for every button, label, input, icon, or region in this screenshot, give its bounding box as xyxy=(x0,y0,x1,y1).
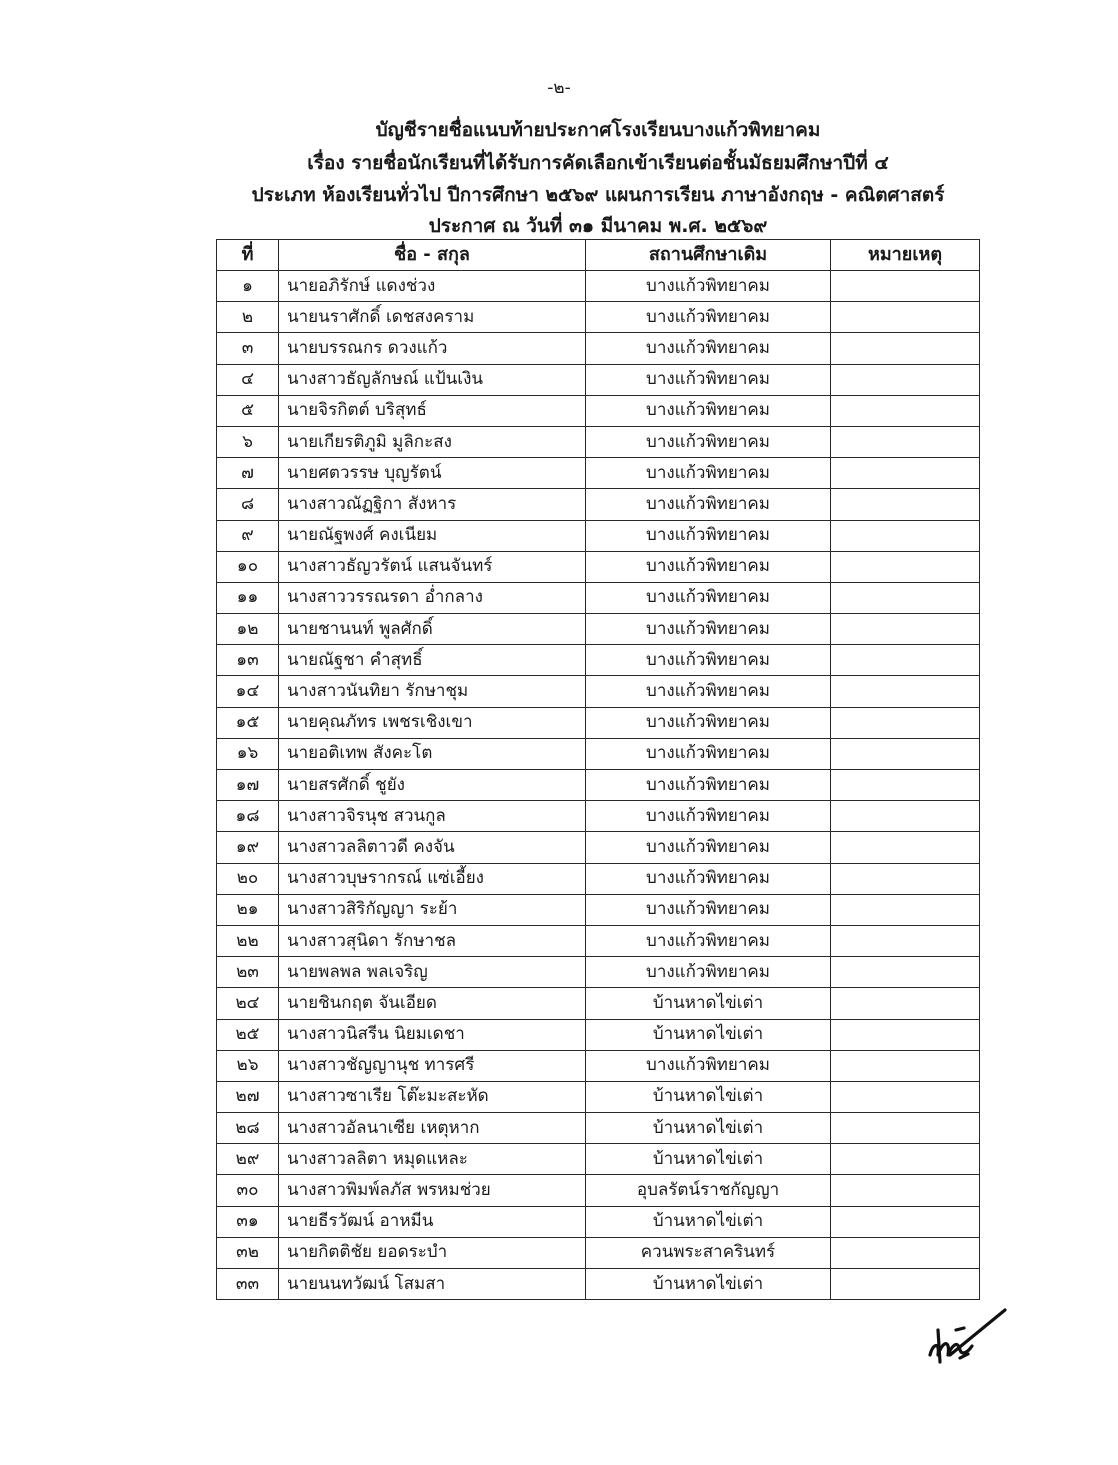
table-row xyxy=(217,988,980,1019)
previous-school: บ้านหาดไข่เต่า xyxy=(586,1144,831,1175)
row-number: ๑๗ xyxy=(217,770,279,801)
previous-school: อุบลรัตน์ราชกัญญา xyxy=(586,1175,831,1206)
row-number: ๒๖ xyxy=(217,1050,279,1081)
previous-school: บางแก้วพิทยาคม xyxy=(586,863,831,894)
table-header-row xyxy=(217,240,980,271)
column-header-name: ชื่อ - สกุล xyxy=(279,240,586,271)
previous-school: บางแก้วพิทยาคม xyxy=(586,395,831,426)
row-number: ๑๖ xyxy=(217,738,279,769)
row-note xyxy=(831,707,980,738)
student-name: นางสาวอัลนาเซีย เหตุหาก xyxy=(279,1113,586,1144)
previous-school: บ้านหาดไข่เต่า xyxy=(586,1113,831,1144)
student-name: นายอภิรักษ์ แดงช่วง xyxy=(279,271,586,302)
row-number: ๒๐ xyxy=(217,863,279,894)
student-name: นางสาวลลิตาวดี คงจัน xyxy=(279,832,586,863)
previous-school: บ้านหาดไข่เต่า xyxy=(586,1081,831,1112)
table-row xyxy=(217,458,980,489)
row-number: ๒๔ xyxy=(217,988,279,1019)
student-name: นายสรศักดิ์ ชูยัง xyxy=(279,770,586,801)
row-number: ๑๐ xyxy=(217,551,279,582)
table-row xyxy=(217,271,980,302)
previous-school: บางแก้วพิทยาคม xyxy=(586,333,831,364)
previous-school: บ้านหาดไข่เต่า xyxy=(586,1206,831,1237)
row-number: ๕ xyxy=(217,395,279,426)
row-note xyxy=(831,1113,980,1144)
student-name: นายพลพล พลเจริญ xyxy=(279,957,586,988)
table-row xyxy=(217,676,980,707)
row-note xyxy=(831,1050,980,1081)
student-name: นายกิตติชัย ยอดระบำ xyxy=(279,1237,586,1268)
page-number: -๒- xyxy=(547,78,571,98)
row-number: ๙ xyxy=(217,520,279,551)
row-number: ๑๓ xyxy=(217,645,279,676)
table-row xyxy=(217,426,980,457)
row-number: ๑๔ xyxy=(217,676,279,707)
row-note xyxy=(831,426,980,457)
student-name: นายอติเทพ สังคะโต xyxy=(279,738,586,769)
row-number: ๒๒ xyxy=(217,925,279,956)
student-name: นายธีรวัฒน์ อาหมีน xyxy=(279,1206,586,1237)
previous-school: บางแก้วพิทยาคม xyxy=(586,770,831,801)
student-name: นายชานนท์ พูลศักดิ์ xyxy=(279,614,586,645)
previous-school: บางแก้วพิทยาคม xyxy=(586,426,831,457)
row-note xyxy=(831,1144,980,1175)
row-number: ๓๐ xyxy=(217,1175,279,1206)
row-note xyxy=(831,614,980,645)
row-number: ๒๕ xyxy=(217,1019,279,1050)
column-header-number: ที่ xyxy=(217,240,279,271)
previous-school: บ้านหาดไข่เต่า xyxy=(586,988,831,1019)
row-number: ๒๗ xyxy=(217,1081,279,1112)
student-name: นางสาวธัญลักษณ์ แป้นเงิน xyxy=(279,364,586,395)
row-note xyxy=(831,801,980,832)
table-row xyxy=(217,1237,980,1268)
previous-school: บางแก้วพิทยาคม xyxy=(586,832,831,863)
row-number: ๓๓ xyxy=(217,1269,279,1300)
previous-school: บางแก้วพิทยาคม xyxy=(586,925,831,956)
previous-school: ควนพระสาครินทร์ xyxy=(586,1237,831,1268)
row-note xyxy=(831,551,980,582)
row-note xyxy=(831,520,980,551)
handwritten-signature-icon xyxy=(920,1300,1010,1370)
table-row xyxy=(217,1269,980,1300)
table-row xyxy=(217,863,980,894)
table-row xyxy=(217,489,980,520)
table-row xyxy=(217,1113,980,1144)
table-row xyxy=(217,1081,980,1112)
table-row xyxy=(217,582,980,613)
row-number: ๒๓ xyxy=(217,957,279,988)
row-number: ๒ xyxy=(217,302,279,333)
row-note xyxy=(831,1237,980,1268)
row-note xyxy=(831,395,980,426)
table-row xyxy=(217,1050,980,1081)
table-row xyxy=(217,1175,980,1206)
table-row xyxy=(217,801,980,832)
student-name: นายชินกฤต จันเอียด xyxy=(279,988,586,1019)
row-note xyxy=(831,738,980,769)
row-note xyxy=(831,863,980,894)
table-row xyxy=(217,645,980,676)
table-row xyxy=(217,614,980,645)
row-number: ๑ xyxy=(217,271,279,302)
student-name: นายคุณภัทร เพชรเชิงเขา xyxy=(279,707,586,738)
previous-school: บางแก้วพิทยาคม xyxy=(586,458,831,489)
table-row xyxy=(217,770,980,801)
previous-school: บางแก้วพิทยาคม xyxy=(586,582,831,613)
previous-school: บางแก้วพิทยาคม xyxy=(586,520,831,551)
row-note xyxy=(831,832,980,863)
student-name: นางสาวซาเรีย โต๊ะมะสะหัด xyxy=(279,1081,586,1112)
row-note xyxy=(831,1081,980,1112)
row-note xyxy=(831,894,980,925)
previous-school: บางแก้วพิทยาคม xyxy=(586,271,831,302)
student-name: นายศตวรรษ บุญรัตน์ xyxy=(279,458,586,489)
previous-school: บางแก้วพิทยาคม xyxy=(586,645,831,676)
table-row xyxy=(217,1144,980,1175)
previous-school: บางแก้วพิทยาคม xyxy=(586,957,831,988)
student-name: นายณัฐพงศ์ คงเนียม xyxy=(279,520,586,551)
row-number: ๓๑ xyxy=(217,1206,279,1237)
previous-school: บ้านหาดไข่เต่า xyxy=(586,1019,831,1050)
table-row xyxy=(217,925,980,956)
table-row xyxy=(217,1206,980,1237)
row-number: ๗ xyxy=(217,458,279,489)
student-name: นางสาวสุนิดา รักษาชล xyxy=(279,925,586,956)
student-name: นางสาววรรณรดา อ่ำกลาง xyxy=(279,582,586,613)
row-note xyxy=(831,925,980,956)
student-name: นางสาวนิสรีน นิยมเดชา xyxy=(279,1019,586,1050)
table-row xyxy=(217,894,980,925)
row-note xyxy=(831,271,980,302)
row-number: ๑๙ xyxy=(217,832,279,863)
student-name: นางสาวณัฏฐิกา สังหาร xyxy=(279,489,586,520)
row-number: ๑๒ xyxy=(217,614,279,645)
table-row xyxy=(217,957,980,988)
student-name: นายบรรณกร ดวงแก้ว xyxy=(279,333,586,364)
student-name: นางสาวธัญวรัตน์ แสนจันทร์ xyxy=(279,551,586,582)
student-name: นางสาวจิรนุช สวนกูล xyxy=(279,801,586,832)
previous-school: บางแก้วพิทยาคม xyxy=(586,894,831,925)
previous-school: บ้านหาดไข่เต่า xyxy=(586,1269,831,1300)
row-number: ๑๑ xyxy=(217,582,279,613)
student-name: นายเกียรติภูมิ มูลิกะสง xyxy=(279,426,586,457)
table-row xyxy=(217,302,980,333)
row-note xyxy=(831,333,980,364)
row-number: ๑๘ xyxy=(217,801,279,832)
column-header-school: สถานศึกษาเดิม xyxy=(586,240,831,271)
row-note xyxy=(831,1269,980,1300)
table-row xyxy=(217,738,980,769)
table-row xyxy=(217,333,980,364)
row-note xyxy=(831,770,980,801)
previous-school: บางแก้วพิทยาคม xyxy=(586,364,831,395)
previous-school: บางแก้วพิทยาคม xyxy=(586,1050,831,1081)
row-note xyxy=(831,957,980,988)
student-list-table xyxy=(216,239,980,1300)
document-subject: เรื่อง รายชื่อนักเรียนที่ได้รับการคัดเลือกเข้าเรียนต่อชั้นมัธยมศึกษาปีที่ ๔ xyxy=(307,152,889,174)
row-note xyxy=(831,302,980,333)
row-number: ๘ xyxy=(217,489,279,520)
row-number: ๓ xyxy=(217,333,279,364)
table-row xyxy=(217,551,980,582)
row-note xyxy=(831,582,980,613)
student-name: นางสาวพิมพ์ลภัส พรหมช่วย xyxy=(279,1175,586,1206)
row-note xyxy=(831,676,980,707)
document-category: ประเภท ห้องเรียนทั่วไป ปีการศึกษา ๒๕๖๙ แผนการเรียน ภาษาอังกฤษ - คณิตศาสตร์ xyxy=(251,184,945,206)
student-name: นายนราศักดิ์ เดชสงคราม xyxy=(279,302,586,333)
table-row xyxy=(217,1019,980,1050)
student-name: นายนนทวัฒน์ โสมสา xyxy=(279,1269,586,1300)
row-number: ๒๙ xyxy=(217,1144,279,1175)
previous-school: บางแก้วพิทยาคม xyxy=(586,551,831,582)
student-name: นางสาวนันทิยา รักษาชุม xyxy=(279,676,586,707)
table-row xyxy=(217,832,980,863)
document-title: บัญชีรายชื่อแนบท้ายประกาศโรงเรียนบางแก้วพิทยาคม xyxy=(375,119,821,141)
row-note xyxy=(831,489,980,520)
table-row xyxy=(217,395,980,426)
previous-school: บางแก้วพิทยาคม xyxy=(586,801,831,832)
row-number: ๒๘ xyxy=(217,1113,279,1144)
row-note xyxy=(831,1019,980,1050)
student-name: นางสาวสิริกัญญา ระย้า xyxy=(279,894,586,925)
row-number: ๖ xyxy=(217,426,279,457)
row-number: ๑๕ xyxy=(217,707,279,738)
student-name: นายณัฐชา คำสุทธิ์ xyxy=(279,645,586,676)
student-name: นางสาวลลิตา หมุดแหละ xyxy=(279,1144,586,1175)
table-row xyxy=(217,707,980,738)
announcement-date: ประกาศ ณ วันที่ ๓๑ มีนาคม พ.ศ. ๒๕๖๙ xyxy=(428,215,768,237)
table-row xyxy=(217,364,980,395)
row-note xyxy=(831,988,980,1019)
previous-school: บางแก้วพิทยาคม xyxy=(586,614,831,645)
previous-school: บางแก้วพิทยาคม xyxy=(586,738,831,769)
student-name: นายจิรกิตต์ บริสุทธ์ xyxy=(279,395,586,426)
row-number: ๔ xyxy=(217,364,279,395)
row-number: ๓๒ xyxy=(217,1237,279,1268)
row-note xyxy=(831,364,980,395)
student-name: นางสาวชัญญานุช ทารศรี xyxy=(279,1050,586,1081)
table-row xyxy=(217,520,980,551)
column-header-note: หมายเหตุ xyxy=(831,240,980,271)
student-name: นางสาวบุษรากรณ์ แซ่เอี้ยง xyxy=(279,863,586,894)
row-note xyxy=(831,1175,980,1206)
row-note xyxy=(831,1206,980,1237)
previous-school: บางแก้วพิทยาคม xyxy=(586,489,831,520)
row-note xyxy=(831,645,980,676)
previous-school: บางแก้วพิทยาคม xyxy=(586,676,831,707)
row-note xyxy=(831,458,980,489)
previous-school: บางแก้วพิทยาคม xyxy=(586,302,831,333)
previous-school: บางแก้วพิทยาคม xyxy=(586,707,831,738)
row-number: ๒๑ xyxy=(217,894,279,925)
